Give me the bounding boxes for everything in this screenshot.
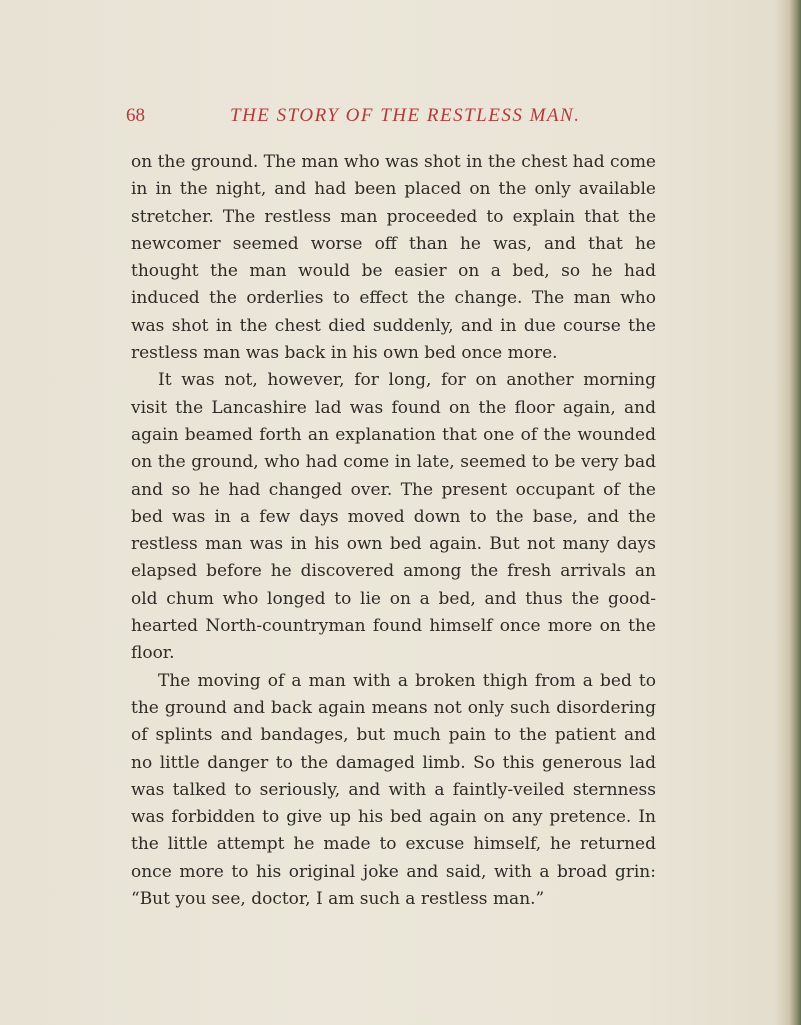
paragraph-3: The moving of a man with a broken thigh from a bed to the ground and back again means not only such disordering of splints and bandages, but much pain to the patient and no little danger to the damaged limb. So this generous lad was talked to seriously, and with a faintly-veiled sternness was forbidden to give up his bed again on any pretence. In the little attempt he made to excuse himself, he returned once more to his original joke and said, with a broad grin: “But you see, doctor, I am such a restless man.” — [131, 670, 656, 910]
running-title: THE STORY OF THE RESTLESS MAN. — [230, 105, 581, 126]
page-number: 68 — [126, 105, 145, 126]
page-header — [126, 105, 666, 131]
paragraph-2: It was not, however, for long, for on another morning visit the Lancashire lad was found on the floor again, and again beamed forth an explanation that one of the wounded on the ground, who had come in late, seemed to be very bad and so he had changed over. The present occupant of the bed was in a few days moved down to the base, and the restless man was in his own bed again. But not many days elapsed before he discovered among the fresh arrivals an old chum who longed to lie on a bed, and thus the good-hearted North-countryman found himself once more on the floor. — [131, 370, 656, 664]
page-edge-shadow — [775, 0, 801, 1025]
body-text — [131, 149, 656, 913]
paragraph-1: on the ground. The man who was shot in the chest had come in in the night, and had been placed on the only available stretcher. The restless man proceeded to explain that the newcomer seemed worse off than he was, and that he thought the man would be easier on a bed, so he had induced the orderlies to effect the change. The man who was shot in the chest died suddenly, and in due course the restless man was back in his own bed once more. — [131, 152, 656, 364]
